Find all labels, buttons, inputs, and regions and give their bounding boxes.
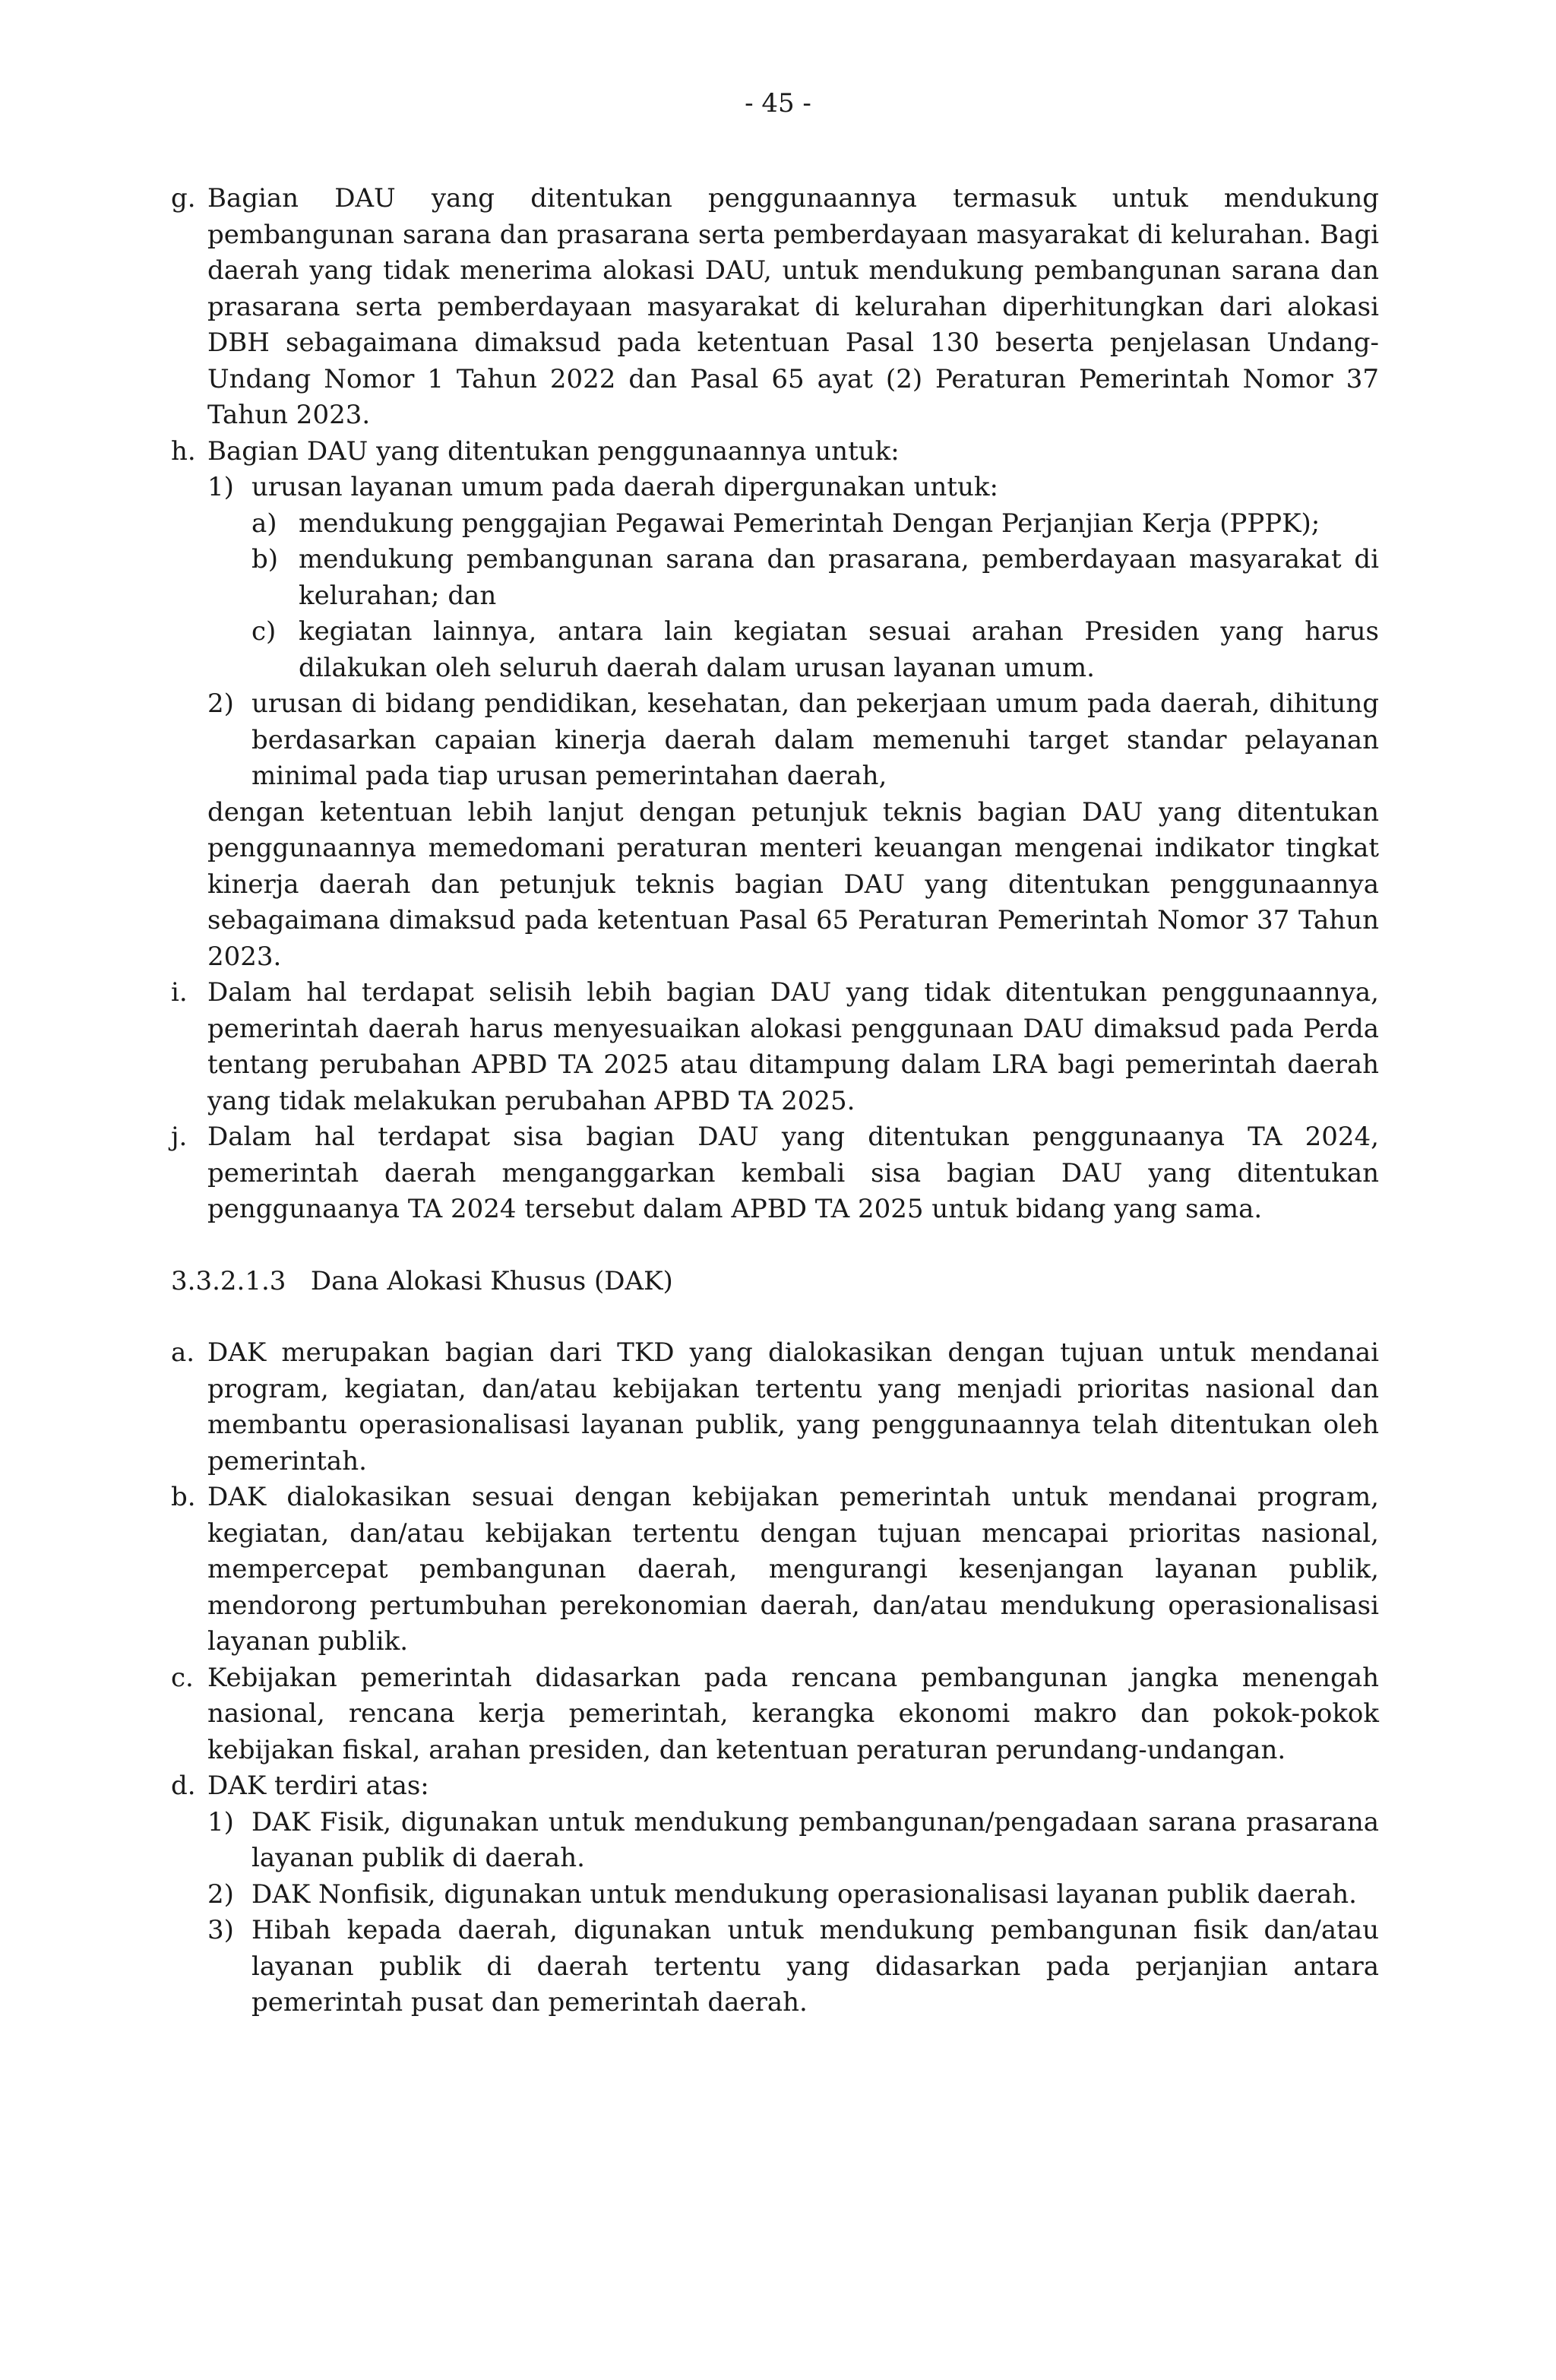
page-number: - 45 -	[745, 88, 811, 119]
list-text: mendukung penggajian Pegawai Pemerintah Dengan Perjanjian Kerja (PPPK);	[299, 508, 1320, 539]
list-label: h.	[171, 435, 196, 467]
list-item-d	[171, 1768, 1379, 1805]
list-item-h-2	[207, 686, 1379, 795]
list-text: DAK dialokasikan sesuai dengan kebijakan pemerintah untuk mendanai program, kegiatan, dan/atau kebijakan tertentu dengan tujuan mencapai prioritas nasional, mempercepat pembangunan daerah, mengurangi kesenjangan layanan publik, mendorong pertumbuhan perekonomian daerah, dan/atau mendukung operasionalisasi layanan publik.	[207, 1482, 1379, 1657]
list-label: 3)	[207, 1915, 234, 1945]
section-heading	[171, 1264, 1379, 1300]
list-text: urusan layanan umum pada daerah dipergunakan untuk:	[251, 472, 998, 502]
list-item-h-1-c	[251, 614, 1379, 686]
list-item-a	[171, 1335, 1379, 1480]
list-text: mendukung pembangunan sarana dan prasarana, pemberdayaan masyarakat di kelurahan; dan	[299, 544, 1379, 611]
list-label: g.	[171, 183, 196, 214]
section-number: 3.3.2.1.3	[171, 1265, 286, 1296]
list-item-d-2	[207, 1877, 1379, 1913]
list-item-g	[171, 181, 1379, 434]
list-label: b)	[251, 544, 279, 574]
list-label: 1)	[207, 1806, 234, 1837]
list-item-h-1-b	[251, 542, 1379, 614]
list-item-b	[171, 1480, 1379, 1660]
list-label: a.	[171, 1337, 195, 1368]
list-label: 2)	[207, 688, 234, 719]
list-item-d-3	[207, 1913, 1379, 2021]
section-title: Dana Alokasi Khusus (DAK)	[310, 1265, 673, 1296]
list-text: DAK Fisik, digunakan untuk mendukung pembangunan/pengadaan sarana prasarana layanan publik di daerah.	[251, 1806, 1379, 1873]
list-label: b.	[171, 1482, 196, 1512]
list-label: i.	[171, 977, 188, 1008]
list-label: c.	[171, 1662, 194, 1693]
list-text: DAK merupakan bagian dari TKD yang dialokasikan dengan tujuan untuk mendanai program, kegiatan, dan/atau kebijakan tertentu yang menjadi prioritas nasional dan membantu operasionalisasi layanan publik, yang penggunaannya telah ditentukan oleh pemerintah.	[207, 1337, 1379, 1476]
list-text: Hibah kepada daerah, digunakan untuk mendukung pembangunan fisik dan/atau layanan publik di daerah tertentu yang didasarkan pada perjanjian antara pemerintah pusat dan pemerintah daerah.	[251, 1915, 1379, 2018]
list-item-i	[171, 975, 1379, 1119]
list-text: DAK Nonfisik, digunakan untuk mendukung operasionalisasi layanan publik daerah.	[251, 1878, 1357, 1910]
list-label: d.	[171, 1771, 196, 1801]
list-item-j	[171, 1119, 1379, 1228]
list-text: DAK terdiri atas:	[207, 1771, 429, 1801]
list-item-h-1	[207, 470, 1379, 506]
list-label: j.	[171, 1122, 188, 1152]
list-text: Bagian DAU yang ditentukan penggunaannya untuk:	[207, 435, 900, 467]
document-body	[171, 181, 1379, 2021]
list-item-h	[171, 434, 1379, 470]
list-item-c	[171, 1660, 1379, 1769]
list-label: 2)	[207, 1878, 234, 1910]
list-text: Bagian DAU yang ditentukan penggunaannya termasuk untuk mendukung pembangunan sarana dan prasarana serta pemberdayaan masyarakat di kelurahan. Bagi daerah yang tidak menerima alokasi DAU, untuk mendukung pembangunan sarana dan prasarana serta pemberdayaan masyarakat di kelurahan diperhitungkan dari alokasi DBH sebagaimana dimaksud pada ketentuan Pasal 130 beserta penjelasan Undang-Undang Nomor 1 Tahun 2022 dan Pasal 65 ayat (2) Peraturan Pemerintah Nomor 37 Tahun 2023.	[207, 183, 1379, 430]
list-text: kegiatan lainnya, antara lain kegiatan sesuai arahan Presiden yang harus dilakukan oleh seluruh daerah dalam urusan layanan umum.	[299, 616, 1379, 683]
list-text: urusan di bidang pendidikan, kesehatan, dan pekerjaan umum pada daerah, dihitung berdasarkan capaian kinerja daerah dalam memenuhi target standar pelayanan minimal pada tiap urusan pemerintahan daerah,	[251, 688, 1379, 791]
list-label: 1)	[207, 472, 234, 502]
list-text: Kebijakan pemerintah didasarkan pada rencana pembangunan jangka menengah nasional, rencana kerja pemerintah, kerangka ekonomi makro dan pokok-pokok kebijakan fiskal, arahan presiden, dan ketentuan peraturan perundang-undangan.	[207, 1662, 1379, 1765]
list-text: Dalam hal terdapat sisa bagian DAU yang ditentukan penggunaanya TA 2024, pemerintah daerah menganggarkan kembali sisa bagian DAU yang ditentukan penggunaanya TA 2024 tersebut dalam APBD TA 2025 untuk bidang yang sama.	[207, 1122, 1379, 1224]
list-item-h-1-a	[251, 506, 1379, 543]
list-label: a)	[251, 508, 277, 539]
list-text: Dalam hal terdapat selisih lebih bagian DAU yang tidak ditentukan penggunaannya, pemerintah daerah harus menyesuaikan alokasi penggunaan DAU dimaksud pada Perda tentang perubahan APBD TA 2025 atau ditampung dalam LRA bagi pemerintah daerah yang tidak melakukan perubahan APBD TA 2025.	[207, 977, 1379, 1116]
list-item-d-1	[207, 1805, 1379, 1877]
list-label: c)	[251, 616, 277, 647]
list-item-h-continuation: dengan ketentuan lebih lanjut dengan petunjuk teknis bagian DAU yang ditentukan penggunaannya memedomani peraturan menteri keuangan mengenai indikator tingkat kinerja daerah dan petunjuk teknis bagian DAU yang ditentukan penggunaannya sebagaimana dimaksud pada ketentuan Pasal 65 Peraturan Pemerintah Nomor 37 Tahun 2023.	[207, 796, 1379, 972]
